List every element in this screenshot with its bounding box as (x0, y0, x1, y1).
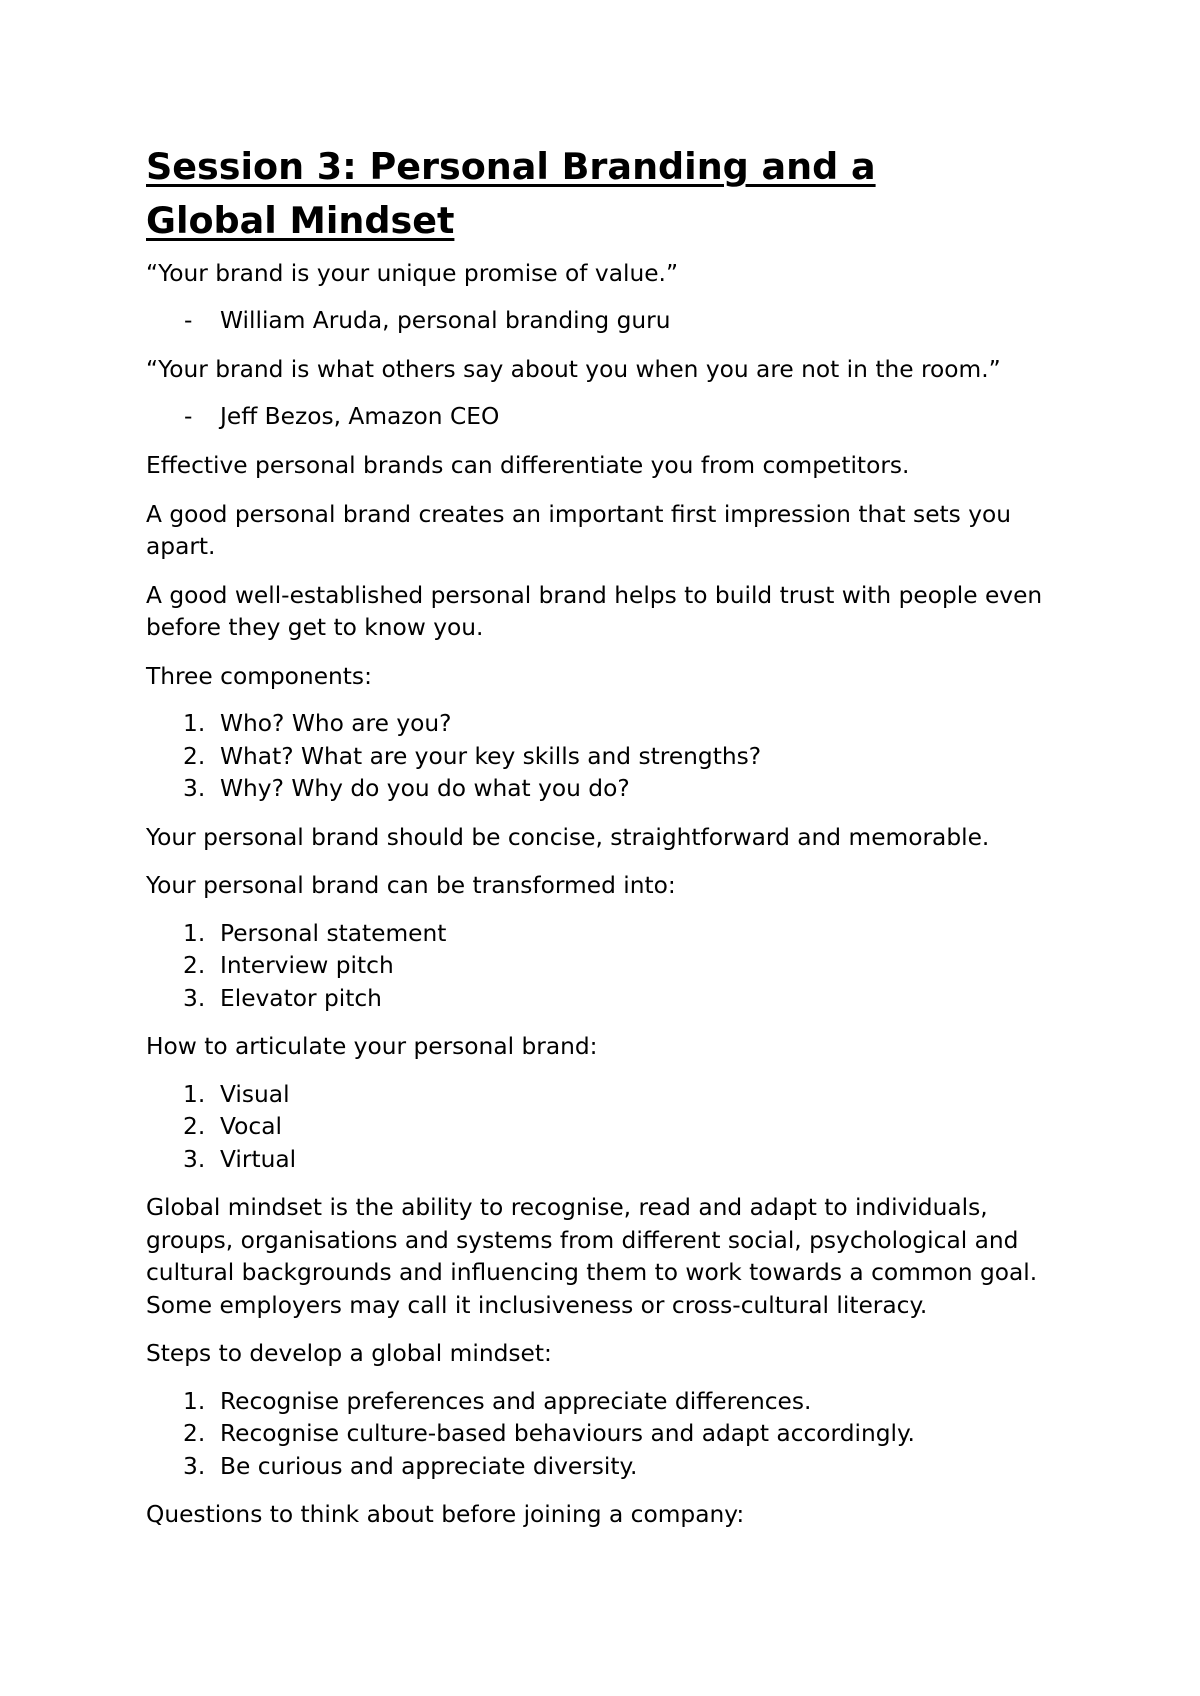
list-item-text: Elevator pitch (220, 984, 382, 1012)
paragraph-differentiate: Effective personal brands can differentiate you from competitors. (146, 452, 910, 479)
components-list (146, 708, 1066, 806)
list-item (146, 1418, 1066, 1451)
list-item (146, 773, 1066, 806)
steps-heading: Steps to develop a global mindset: (146, 1340, 552, 1367)
list-item (146, 708, 1066, 741)
list-item-text: What? What are your key skills and strengths? (220, 742, 762, 770)
list-item (146, 1144, 1066, 1177)
list-item-text: Be curious and appreciate diversity. (220, 1452, 638, 1480)
list-item-number: 1. (183, 710, 206, 737)
list-item (146, 741, 1066, 774)
list-item (146, 950, 1066, 983)
title-line-2: Global Mindset (146, 199, 455, 242)
quote-1-attribution (146, 305, 1066, 338)
steps-list (146, 1386, 1066, 1484)
list-item-number: 3. (183, 1145, 206, 1173)
list-item-number: 2. (183, 1420, 206, 1447)
quote-1-author: William Aruda, personal branding guru (220, 306, 671, 334)
list-item-text: Recognise preferences and appreciate differences. (220, 1387, 812, 1415)
list-item (146, 918, 1066, 951)
paragraph-build-trust: A good well-established personal brand helps to build trust with people even before they get to know you. (146, 581, 1043, 641)
list-item-number: 3. (183, 775, 206, 802)
paragraph-first-impression: A good personal brand creates an important first impression that sets you apart. (146, 500, 1012, 560)
list-item-text: Recognise culture-based behaviours and adapt accordingly. (220, 1420, 915, 1447)
list-item-number: 2. (183, 952, 206, 979)
articulate-list (146, 1079, 1066, 1177)
list-item-text: Interview pitch (220, 952, 394, 979)
list-item-text: Virtual (220, 1145, 297, 1173)
list-item-number: 1. (183, 1387, 206, 1415)
list-item-text: Vocal (220, 1113, 282, 1140)
transform-heading: Your personal brand can be transformed into: (146, 872, 676, 899)
quote-1-dash: - (184, 306, 193, 334)
document-title (146, 140, 1066, 248)
quote-2-dash: - (184, 402, 193, 430)
list-item-text: Who? Who are you? (220, 710, 452, 737)
quote-2: “Your brand is what others say about you when you are not in the room.” (146, 356, 1001, 383)
list-item-number: 1. (183, 919, 206, 947)
paragraph-concise: Your personal brand should be concise, straightforward and memorable. (146, 823, 990, 851)
transform-list (146, 918, 1066, 1016)
title-line-1: Session 3: Personal Branding and a (146, 145, 876, 188)
list-item-text: Personal statement (220, 919, 447, 947)
quote-2-attribution (146, 401, 1066, 434)
list-item (146, 1386, 1066, 1419)
list-item-number: 2. (183, 742, 206, 770)
list-item-number: 3. (183, 1452, 206, 1480)
list-item (146, 1079, 1066, 1112)
list-item-number: 3. (183, 984, 206, 1012)
questions-heading: Questions to think about before joining a company: (146, 1501, 745, 1528)
list-item (146, 983, 1066, 1016)
components-heading: Three components: (146, 662, 372, 690)
quote-1: “Your brand is your unique promise of value.” (146, 260, 679, 287)
list-item-text: Why? Why do you do what you do? (220, 775, 630, 802)
list-item-number: 2. (183, 1113, 206, 1140)
paragraph-global-mindset: Global mindset is the ability to recognise, read and adapt to individuals, groups, organisations and systems from different social, psychological and cultural backgrounds and influencing them to work towards a common goal. Some employers may call it inclusiveness or cross-cultural literacy. (146, 1194, 1038, 1319)
quote-2-author: Jeff Bezos, Amazon CEO (220, 402, 500, 430)
articulate-heading: How to articulate your personal brand: (146, 1033, 598, 1060)
list-item-number: 1. (183, 1080, 206, 1108)
list-item (146, 1111, 1066, 1144)
list-item-text: Visual (220, 1080, 290, 1108)
document-page (146, 140, 1066, 1548)
list-item (146, 1451, 1066, 1484)
